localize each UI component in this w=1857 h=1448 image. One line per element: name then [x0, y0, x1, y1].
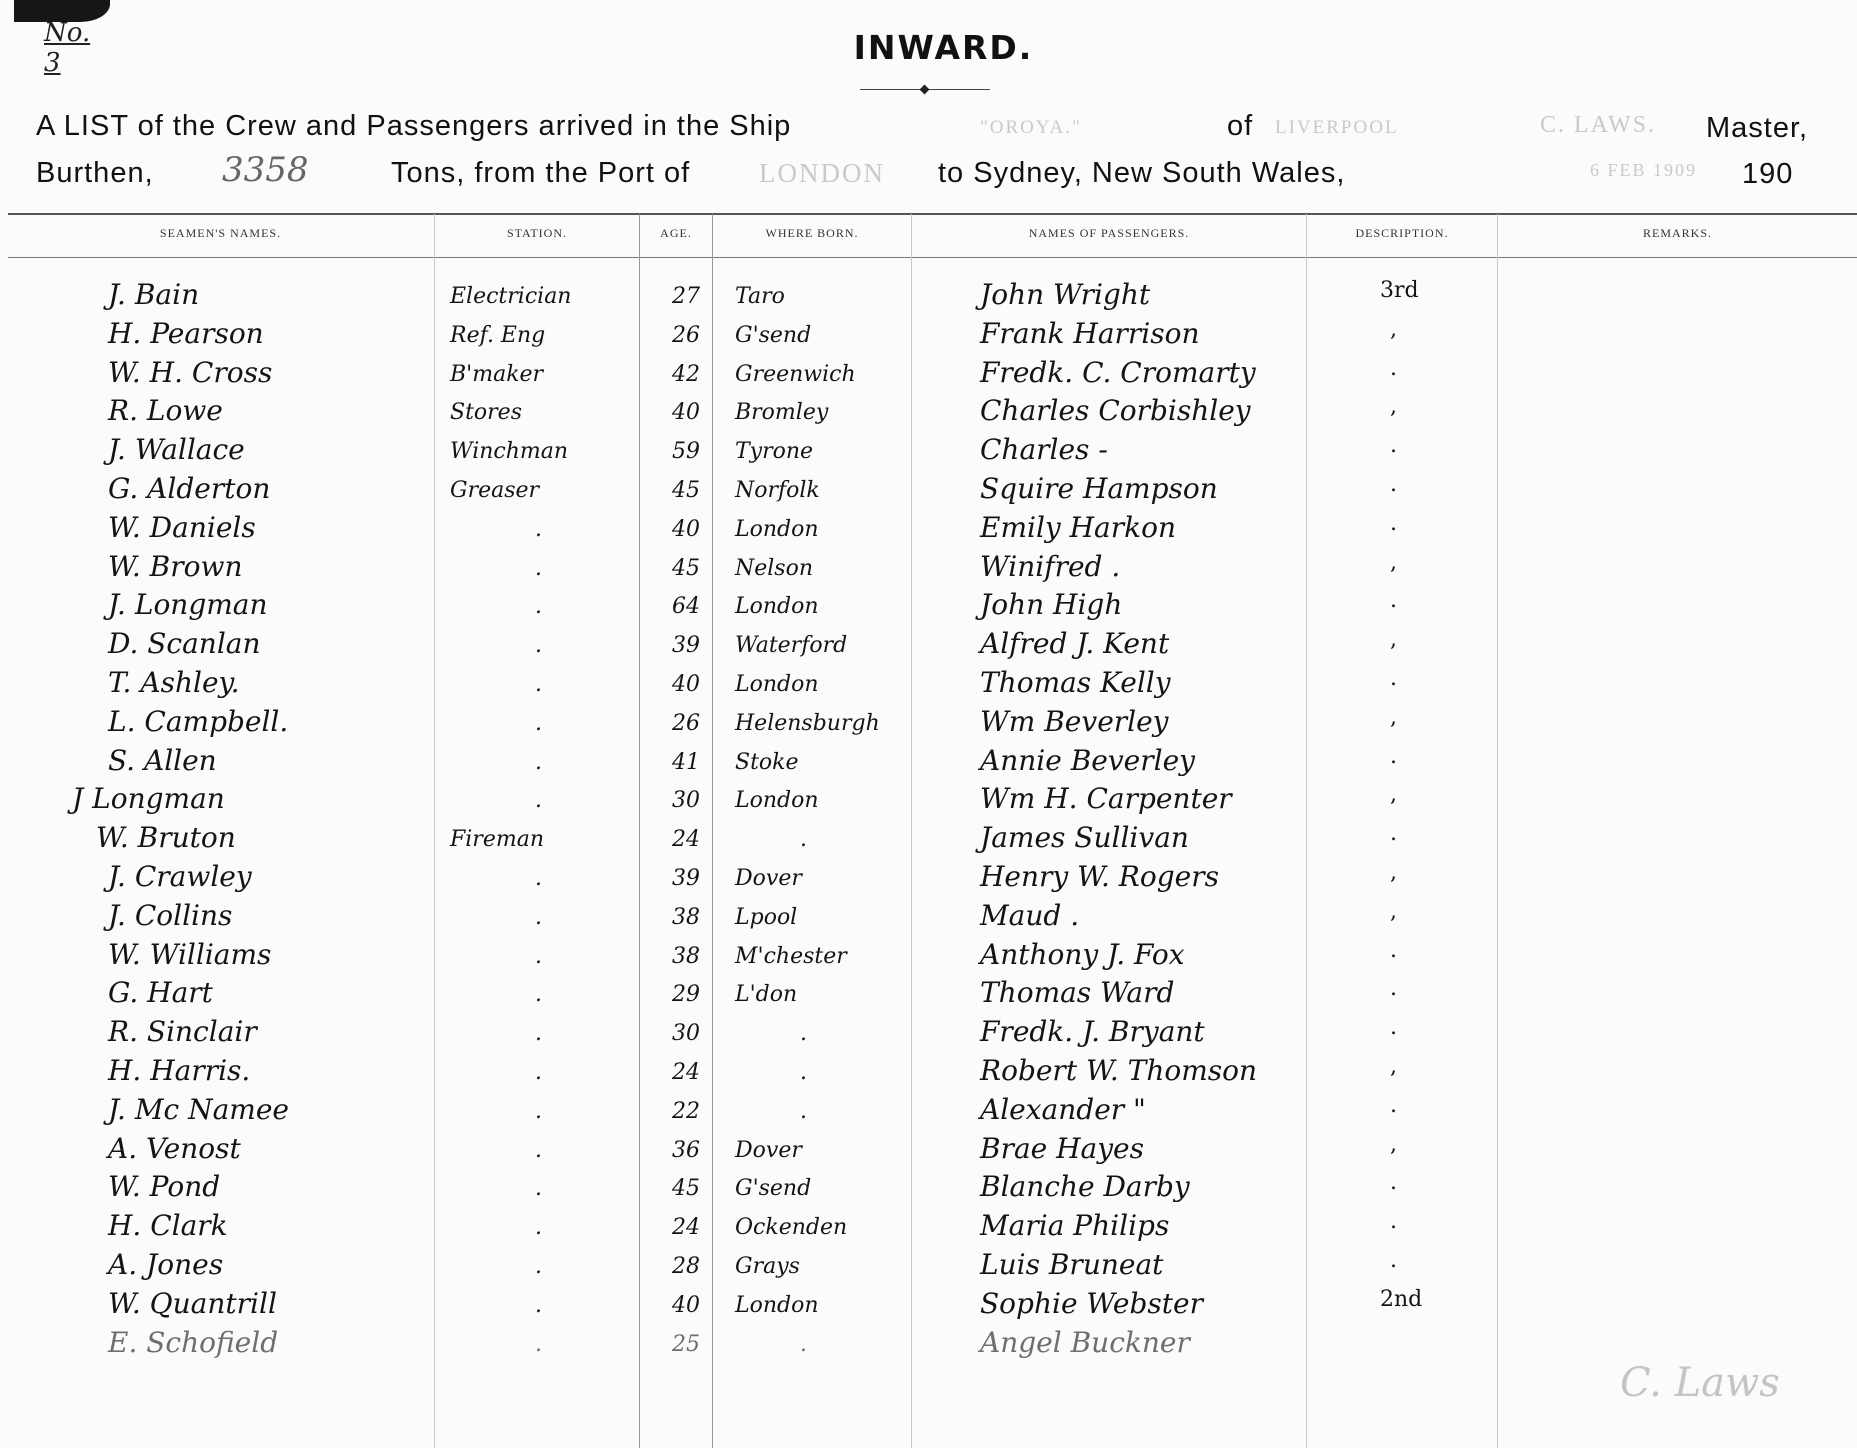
seaman-age: 38 — [672, 943, 700, 969]
passenger-name: John High — [980, 588, 1123, 622]
seaman-birthplace: Grays — [735, 1254, 800, 1279]
seaman-birthplace: London — [735, 788, 819, 814]
table-row — [0, 511, 1857, 549]
table-row — [0, 1093, 1857, 1131]
seaman-age: 36 — [672, 1137, 700, 1163]
master-label: Master, — [1706, 112, 1809, 144]
title-ornament — [920, 85, 930, 95]
seaman-birthplace: G'send — [735, 1176, 812, 1202]
passenger-name: John Wright — [980, 278, 1151, 311]
table-row — [0, 899, 1857, 937]
seaman-age: 40 — [672, 400, 700, 426]
seaman-birthplace: . — [800, 1098, 807, 1124]
passenger-description: 2nd — [1380, 1286, 1423, 1312]
seaman-birthplace: Nelson — [735, 555, 814, 581]
seaman-birthplace: Lpool — [735, 904, 798, 930]
seaman-name: W. H. Cross — [108, 355, 273, 389]
burthen-label: Burthen, — [36, 157, 154, 189]
table-row — [0, 782, 1857, 820]
sheet-number: No. 3 — [44, 18, 91, 78]
table-row — [0, 1015, 1857, 1053]
seaman-age: 45 — [672, 555, 700, 581]
passenger-name: Charles - — [980, 433, 1108, 467]
table-row — [0, 1132, 1857, 1170]
table-row — [0, 356, 1857, 394]
table-row — [0, 744, 1857, 782]
passenger-name: Sophie Webster — [980, 1286, 1203, 1320]
passenger-name: Thomas Kelly — [980, 666, 1171, 699]
passenger-description: . — [1390, 1015, 1397, 1041]
passenger-description: . — [1390, 588, 1397, 614]
passenger-description: , — [1390, 704, 1397, 730]
passenger-name: Charles Corbishley — [980, 394, 1251, 428]
seaman-age: 39 — [672, 866, 700, 891]
col-seamen-names: SEAMEN'S NAMES. — [159, 226, 282, 240]
table-row — [0, 433, 1857, 471]
seaman-station: . — [535, 516, 542, 542]
table-row — [0, 938, 1857, 976]
table-row — [0, 860, 1857, 898]
passenger-name: Emily Harkon — [980, 510, 1176, 544]
seaman-name: J. Crawley — [108, 860, 252, 893]
seaman-station: . — [535, 1098, 542, 1124]
seaman-age: 40 — [672, 672, 700, 697]
seaman-birthplace: Ockenden — [735, 1215, 848, 1241]
seaman-birthplace: London — [735, 672, 819, 697]
seaman-station: . — [535, 788, 542, 814]
passenger-description: , — [1390, 898, 1397, 924]
seaman-age: 25 — [672, 1331, 700, 1357]
seaman-station: . — [535, 982, 542, 1008]
master-name: C. LAWS. — [1540, 112, 1657, 138]
passenger-description: . — [1390, 472, 1397, 497]
seaman-name: J. Collins — [108, 898, 233, 932]
seaman-age: 26 — [672, 322, 700, 348]
seaman-age: 30 — [672, 1021, 700, 1047]
passenger-name: James Sullivan — [980, 821, 1189, 855]
master-signature: C. Laws — [1620, 1360, 1780, 1406]
seaman-birthplace: Waterford — [735, 633, 848, 659]
seaman-birthplace: Dover — [735, 1137, 802, 1163]
passenger-name: Maud . — [980, 898, 1080, 932]
seaman-birthplace: Greenwich — [735, 361, 856, 387]
seaman-age: 38 — [672, 904, 700, 930]
seaman-station: . — [535, 1176, 542, 1202]
seaman-station: . — [535, 1215, 542, 1241]
from-port: LONDON — [759, 158, 885, 188]
port-of-registry: LIVERPOOL — [1275, 117, 1399, 138]
seaman-name: H. Clark — [108, 1209, 228, 1243]
table-row — [0, 1326, 1857, 1364]
passenger-description: . — [1390, 1209, 1397, 1235]
table-row — [0, 1248, 1857, 1286]
passenger-description: . — [1390, 976, 1397, 1002]
table-row — [0, 666, 1857, 704]
seaman-age: 39 — [672, 633, 700, 659]
passenger-name: Thomas Ward — [980, 976, 1175, 1010]
table-row — [0, 278, 1857, 316]
seaman-birthplace: London — [735, 594, 819, 620]
seaman-station: Electrician — [450, 284, 572, 309]
passenger-description: . — [1390, 821, 1397, 847]
passenger-name: Fredk. J. Bryant — [980, 1015, 1205, 1049]
table-row — [0, 1287, 1857, 1325]
table-row — [0, 550, 1857, 588]
passenger-name: Squire Hampson — [980, 472, 1218, 505]
seaman-birthplace: . — [800, 1060, 807, 1085]
seaman-station: . — [535, 904, 542, 930]
passenger-name: Blanche Darby — [980, 1170, 1190, 1204]
seaman-age: 64 — [672, 594, 700, 620]
seaman-age: 45 — [672, 1176, 700, 1202]
seaman-name: W. Williams — [108, 937, 272, 971]
seaman-birthplace: Norfolk — [735, 478, 820, 503]
passenger-description: . — [1390, 1170, 1397, 1196]
date-stamp: 6 FEB 1909 — [1590, 160, 1698, 180]
seaman-name: R. Lowe — [108, 394, 223, 428]
seaman-station: . — [535, 943, 542, 969]
seaman-birthplace: Dover — [735, 866, 802, 891]
passenger-description: , — [1390, 316, 1397, 342]
seaman-name: J. Longman — [108, 588, 268, 622]
passenger-description: , — [1390, 1131, 1397, 1157]
seaman-age: 40 — [672, 1292, 700, 1318]
seaman-birthplace: Taro — [735, 284, 785, 309]
seaman-name: E. Schofield — [108, 1325, 279, 1359]
seaman-station: . — [535, 710, 542, 736]
seaman-station: . — [535, 555, 542, 581]
seaman-station: . — [535, 672, 542, 697]
seaman-age: 59 — [672, 439, 700, 465]
passenger-description: , — [1390, 860, 1397, 885]
passenger-description: . — [1390, 937, 1397, 963]
col-description: DESCRIPTION. — [1355, 226, 1449, 240]
table-row — [0, 394, 1857, 432]
col-remarks: REMARKS. — [1642, 226, 1712, 240]
table-row — [0, 472, 1857, 510]
seaman-name: W. Bruton — [96, 821, 236, 855]
table-row — [0, 821, 1857, 859]
seaman-name: H. Pearson — [108, 316, 264, 350]
passenger-description: , — [1390, 782, 1397, 808]
seaman-name: J. Wallace — [108, 433, 245, 467]
passenger-name: Fredk. C. Cromarty — [980, 355, 1256, 389]
passenger-name: Alexander " — [980, 1092, 1146, 1126]
seaman-name: W. Brown — [108, 549, 243, 583]
passenger-description: . — [1390, 1248, 1397, 1273]
seaman-age: 42 — [672, 361, 700, 387]
seaman-age: 24 — [672, 827, 700, 853]
to-label: to Sydney, New South Wales, — [938, 157, 1346, 189]
seaman-name: T. Ashley. — [108, 666, 240, 699]
seaman-name: W. Quantrill — [108, 1286, 277, 1320]
page-title: INWARD. — [853, 28, 1034, 67]
seaman-station: . — [535, 633, 542, 659]
seaman-station: . — [535, 1137, 542, 1163]
seaman-name: H. Harris. — [108, 1054, 251, 1087]
passenger-description: . — [1390, 510, 1397, 536]
seaman-birthplace: London — [735, 1292, 819, 1318]
passenger-description: 3rd — [1380, 278, 1419, 303]
seaman-age: 30 — [672, 788, 700, 814]
table-row — [0, 317, 1857, 355]
seaman-age: 27 — [672, 284, 700, 309]
passenger-name: Robert W. Thomson — [980, 1054, 1258, 1087]
seaman-birthplace: G'send — [735, 322, 812, 348]
seaman-station: . — [535, 1292, 542, 1318]
seaman-age: 29 — [672, 982, 700, 1008]
of-label: of — [1227, 110, 1254, 142]
seaman-name: J Longman — [72, 782, 225, 816]
seaman-birthplace: . — [800, 1331, 807, 1357]
col-age: AGE. — [660, 226, 692, 240]
seaman-age: 22 — [672, 1098, 700, 1124]
seaman-name: S. Allen — [108, 743, 217, 777]
passenger-name: Annie Beverley — [980, 743, 1195, 777]
passenger-name: Wm Beverley — [980, 704, 1169, 738]
passenger-name: Brae Hayes — [980, 1131, 1144, 1165]
table-row — [0, 1209, 1857, 1247]
passenger-name: Winifred . — [980, 549, 1121, 583]
seaman-name: W. Pond — [108, 1170, 221, 1204]
seaman-station: . — [535, 1021, 542, 1047]
passenger-name: Frank Harrison — [980, 316, 1200, 350]
seaman-birthplace: M'chester — [735, 943, 847, 969]
table-row — [0, 1054, 1857, 1092]
seaman-age: 41 — [672, 749, 700, 775]
seaman-station: . — [535, 594, 542, 620]
seaman-birthplace: Tyrone — [735, 439, 814, 465]
seaman-age: 28 — [672, 1254, 700, 1279]
seaman-station: . — [535, 866, 542, 891]
seaman-name: D. Scanlan — [108, 627, 261, 661]
seaman-name: G. Hart — [108, 976, 213, 1010]
seaman-name: J. Mc Namee — [108, 1092, 289, 1126]
passenger-description: , — [1390, 549, 1397, 575]
passenger-name: Anthony J. Fox — [980, 937, 1185, 971]
passenger-name: Henry W. Rogers — [980, 860, 1219, 893]
seaman-station: . — [535, 1254, 542, 1279]
seaman-station: Stores — [450, 400, 522, 426]
seaman-birthplace: L'don — [735, 982, 798, 1008]
passenger-description: . — [1390, 355, 1397, 381]
table-row — [0, 1170, 1857, 1208]
passenger-name: Wm H. Carpenter — [980, 782, 1232, 816]
seaman-birthplace: . — [800, 827, 807, 853]
seaman-name: A. Venost — [108, 1131, 241, 1165]
col-station: STATION. — [506, 226, 568, 240]
seaman-station: Ref. Eng — [450, 322, 546, 348]
table-row — [0, 976, 1857, 1014]
tons-label: Tons, from the Port of — [391, 157, 691, 189]
passenger-name: Alfred J. Kent — [980, 627, 1170, 661]
seaman-station: . — [535, 1331, 542, 1357]
table-row — [0, 627, 1857, 665]
table-row — [0, 588, 1857, 626]
seaman-birthplace: Bromley — [735, 400, 829, 426]
passenger-description: , — [1390, 627, 1397, 653]
passenger-description: , — [1390, 1054, 1397, 1079]
passenger-name: Maria Philips — [980, 1209, 1170, 1243]
passenger-name: Luis Bruneat — [980, 1248, 1164, 1281]
table-row — [0, 705, 1857, 743]
seaman-station: B'maker — [450, 361, 544, 387]
header-line1-prefix: A LIST of the Crew and Passengers arrived in the Ship — [36, 110, 792, 142]
seaman-name: R. Sinclair — [108, 1015, 257, 1049]
passenger-description: . — [1390, 433, 1397, 459]
seaman-birthplace: Stoke — [735, 749, 799, 775]
seaman-age: 24 — [672, 1215, 700, 1241]
seaman-birthplace: . — [800, 1021, 807, 1047]
seaman-name: G. Alderton — [108, 472, 271, 505]
seaman-station: Greaser — [450, 478, 540, 503]
col-passenger-names: NAMES OF PASSENGERS. — [1028, 226, 1190, 240]
year-label: 190 — [1742, 158, 1794, 190]
tonnage: 3358 — [222, 150, 309, 190]
seaman-station: Fireman — [450, 827, 544, 853]
passenger-description: . — [1390, 1092, 1397, 1118]
ship-name: "OROYA." — [980, 117, 1082, 138]
seaman-name: W. Daniels — [108, 510, 256, 544]
seaman-station: . — [535, 749, 542, 775]
seaman-station: . — [535, 1060, 542, 1085]
col-where-born: WHERE BORN. — [765, 226, 859, 240]
passenger-description: , — [1390, 394, 1397, 420]
seaman-name: A. Jones — [108, 1248, 224, 1281]
passenger-description: . — [1390, 666, 1397, 691]
seaman-station: Winchman — [450, 439, 569, 465]
seaman-age: 24 — [672, 1060, 700, 1085]
seaman-name: J. Bain — [108, 278, 200, 311]
seaman-birthplace: Helensburgh — [735, 710, 880, 736]
passenger-description: . — [1390, 743, 1397, 769]
seaman-age: 45 — [672, 478, 700, 503]
passenger-name: Angel Buckner — [980, 1325, 1190, 1359]
seaman-birthplace: London — [735, 516, 819, 542]
seaman-name: L. Campbell. — [108, 704, 289, 738]
seaman-age: 40 — [672, 516, 700, 542]
seaman-age: 26 — [672, 710, 700, 736]
